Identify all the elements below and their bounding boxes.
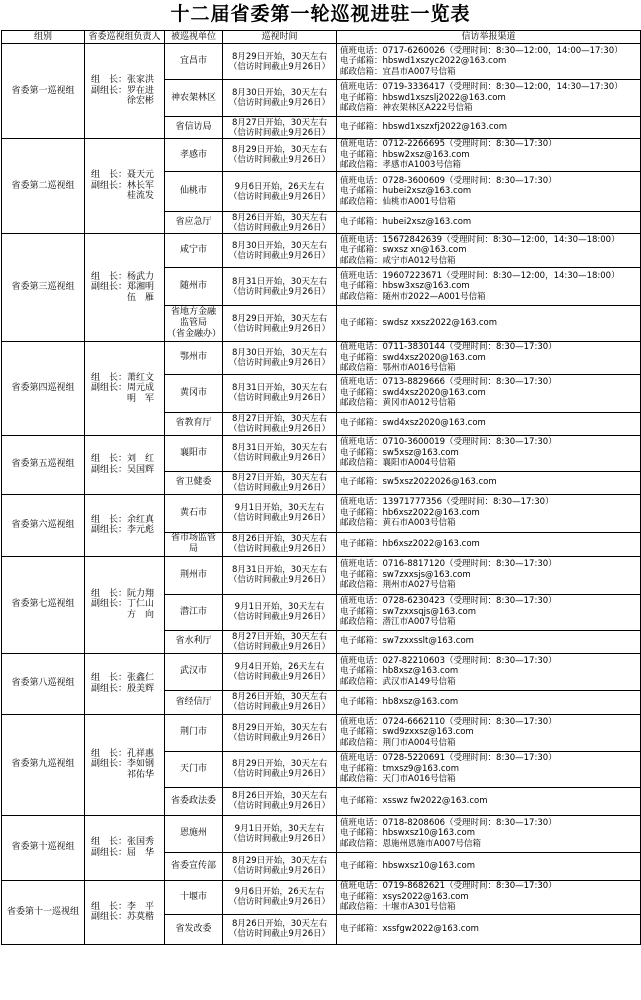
- contact-channels: 值班电话：0719-8682621（受理时间：8:30—17:30） 电子邮箱：xsys2022@163.com 邮政信箱：十堰市A301号信箱: [337, 880, 641, 914]
- inspected-unit: 黄石市: [165, 494, 223, 532]
- inspection-time: 8月30日开始，30天左右 （信访时间截止9月26日）: [223, 234, 337, 268]
- inspected-unit: 省委宣传部: [165, 852, 223, 880]
- inspection-time: 9月1日开始，30天左右 （信访时间截止9月26日）: [223, 494, 337, 532]
- inspection-time: 8月26日开始，30天左右 （信访时间截止9月26日）: [223, 787, 337, 815]
- group-leaders: 组 长：孔祥惠 副组长：李如钢 祁佑华: [85, 714, 165, 815]
- inspected-unit: 荆门市: [165, 714, 223, 751]
- contact-channels: 值班电话：0710-3600019（受理时间：8:30—17:30） 电子邮箱：sw5xsz@163.com 邮政信箱：襄阳市A004号信箱: [337, 435, 641, 471]
- inspection-time: 8月29日开始，30天左右 （信访时间截止9月26日）: [223, 306, 337, 342]
- inspection-time: 8月26日开始，30天左右 （信访时间截止9月26日）: [223, 690, 337, 714]
- contact-channels: 电子邮箱：xssfgw2022@163.com: [337, 914, 641, 944]
- table-row: [2, 494, 641, 532]
- contact-channels: 电子邮箱：hb6xsz2022@163.com: [337, 532, 641, 556]
- group-leaders: 组 长：李 平 副组长：苏莫楷: [85, 880, 165, 944]
- inspected-unit: 省委政法委: [165, 787, 223, 815]
- inspected-unit: 省水利厅: [165, 630, 223, 653]
- inspected-unit: 咸宁市: [165, 234, 223, 268]
- inspected-unit: 省教育厅: [165, 412, 223, 435]
- inspected-unit: 天门市: [165, 751, 223, 787]
- inspection-time: 8月26日开始，30天左右 （信访时间截止9月26日）: [223, 914, 337, 944]
- contact-channels: 值班电话：0711-3830144（受理时间：8:30—17:30） 电子邮箱：swd4xsz2020@163.com 邮政信箱：鄂州市A016号信箱: [337, 342, 641, 375]
- inspected-unit: 省经信厅: [165, 690, 223, 714]
- group-leaders: 组 长：张鑫仁 副组长：殷美辉: [85, 653, 165, 714]
- table-row: [2, 234, 641, 268]
- inspection-time: 9月6日开始，26天左右 （信访时间截止9月26日）: [223, 880, 337, 914]
- inspection-time: 8月27日开始，30天左右 （信访时间截止9月26日）: [223, 471, 337, 494]
- header-contact: 信访举报渠道: [337, 31, 641, 44]
- contact-channels: 电子邮箱：hubei2xsz@163.com: [337, 212, 641, 234]
- inspected-unit: 恩施州: [165, 815, 223, 852]
- header-unit: 被巡视单位: [165, 31, 223, 44]
- table-row: [2, 880, 641, 914]
- inspection-time: 9月1日开始，30天左右 （信访时间截止9月26日）: [223, 815, 337, 852]
- inspected-unit: 省应急厅: [165, 212, 223, 234]
- inspection-time: 8月30日开始，30天左右 （信访时间截止9月26日）: [223, 342, 337, 375]
- header-time: 巡视时间: [223, 31, 337, 44]
- inspected-unit: 十堰市: [165, 880, 223, 914]
- group-name: 省委第三巡视组: [2, 234, 85, 342]
- table-row: [2, 139, 641, 172]
- inspection-time: 8月27日开始，30天左右 （信访时间截止9月26日）: [223, 117, 337, 139]
- inspected-unit: 宜昌市: [165, 44, 223, 80]
- contact-channels: 电子邮箱：hb8xsz@163.com: [337, 690, 641, 714]
- contact-channels: 值班电话：15672842639（受理时间：8:30—12:00，14:30—18:00） 电子邮箱：swxsz xn@163.com 邮政信箱：咸宁市A012号信箱: [337, 234, 641, 268]
- contact-channels: 电子邮箱：sw5xsz2022026@163.com: [337, 471, 641, 494]
- contact-channels: 值班电话：0713-8829666（受理时间：8:30—17:30） 电子邮箱：swd4xsz2020@163.com 邮政信箱：黄冈市A012号信箱: [337, 374, 641, 412]
- table-row: [2, 653, 641, 690]
- header-group: 组别: [2, 31, 85, 44]
- inspection-time: 8月29日开始，30天左右 （信访时间截止9月26日）: [223, 852, 337, 880]
- inspection-time: 8月31日开始，30天左右 （信访时间截止9月26日）: [223, 435, 337, 471]
- contact-channels: 值班电话：19607223671（受理时间：8:30—12:00，14:30—18:00） 电子邮箱：hbsw3xsz@163.com 邮政信箱：随州市2022—A001号信箱: [337, 268, 641, 306]
- contact-channels: 值班电话：0716-8817120（受理时间：8:30—17:30） 电子邮箱：sw7zxxsjs@163.com 邮政信箱：荆州市A027号信箱: [337, 556, 641, 594]
- group-leaders: 组 长：余红真 副组长：李元彪: [85, 494, 165, 556]
- table-row: [2, 714, 641, 751]
- group-leaders: 组 长：杨武力 副组长：郑湘明 伍 雁: [85, 234, 165, 342]
- table-body: [2, 44, 641, 945]
- group-leaders: 组 长：张家洪 副组长：罗在进 徐宏彬: [85, 44, 165, 139]
- inspection-time: 9月6日开始，26天左右 （信访时间截止9月26日）: [223, 172, 337, 212]
- contact-channels: 值班电话：0724-6662110（受理时间：8:30—17:30） 电子邮箱：swd9zxxsz@163.com 邮政信箱：荆门市A004号信箱: [337, 714, 641, 751]
- contact-channels: 值班电话：13971777356（受理时间：8:30—17:30） 电子邮箱：hb6xsz2022@163.com 邮政信箱：黄石市A003号信箱: [337, 494, 641, 532]
- inspected-unit: 武汉市: [165, 653, 223, 690]
- inspection-time: 8月27日开始，30天左右 （信访时间截止9月26日）: [223, 412, 337, 435]
- contact-channels: 电子邮箱：hbswd1xszxfj2022@163.com: [337, 117, 641, 139]
- group-name: 省委第九巡视组: [2, 714, 85, 815]
- group-name: 省委第十一巡视组: [2, 880, 85, 944]
- table-row: [2, 342, 641, 375]
- inspected-unit: 省信访局: [165, 117, 223, 139]
- group-leaders: 组 长：刘 红 副组长：吴国辉: [85, 435, 165, 494]
- inspection-time: 8月30日开始，30天左右 （信访时间截止9月26日）: [223, 80, 337, 117]
- inspection-time: 9月1日开始，30天左右 （信访时间截止9月26日）: [223, 594, 337, 630]
- inspection-time: 8月26日开始，30天左右 （信访时间截止9月26日）: [223, 212, 337, 234]
- group-name: 省委第六巡视组: [2, 494, 85, 556]
- group-name: 省委第五巡视组: [2, 435, 85, 494]
- inspection-time: 8月29日开始，30天左右 （信访时间截止9月26日）: [223, 139, 337, 172]
- group-name: 省委第十巡视组: [2, 815, 85, 880]
- inspected-unit: 孝感市: [165, 139, 223, 172]
- contact-channels: 值班电话：0728-6230423（受理时间：8:30—17:30） 电子邮箱：sw7zxxsqjs@163.com 邮政信箱：潜江市A007号信箱: [337, 594, 641, 630]
- group-name: 省委第二巡视组: [2, 139, 85, 234]
- contact-channels: 值班电话：0728-3600609（受理时间：8:30—17:30） 电子邮箱：hubei2xsz@163.com 邮政信箱：仙桃市A001号信箱: [337, 172, 641, 212]
- contact-channels: 值班电话：0719-3336417（受理时间：8:30—12:00，14:30—17:30） 电子邮箱：hbswd1xszslj2022@163.com 邮政信箱：神农架林区A222号信箱: [337, 80, 641, 117]
- inspected-unit: 鄂州市: [165, 342, 223, 375]
- inspection-time: 8月31日开始，30天左右 （信访时间截止9月26日）: [223, 556, 337, 594]
- group-name: 省委第一巡视组: [2, 44, 85, 139]
- contact-channels: 电子邮箱：swdsz xxsz2022@163.com: [337, 306, 641, 342]
- table-row: [2, 44, 641, 80]
- inspected-unit: 随州市: [165, 268, 223, 306]
- group-leaders: 组 长：阮力翔 副组长：丁仁山 方 向: [85, 556, 165, 653]
- inspected-unit: 仙桃市: [165, 172, 223, 212]
- contact-channels: 电子邮箱：sw7zxxsslt@163.com: [337, 630, 641, 653]
- inspected-unit: 省市场监管局: [165, 532, 223, 556]
- contact-channels: 值班电话：0728-5220691（受理时间：8:30—17:30） 电子邮箱：tmxsz9@163.com 邮政信箱：天门市A016号信箱: [337, 751, 641, 787]
- inspection-time: 9月4日开始，26天左右 （信访时间截止9月26日）: [223, 653, 337, 690]
- contact-channels: 值班电话：0717-6260026（受理时间：8:30—12:00，14:00—17:30） 电子邮箱：hbswd1xszyc2022@163.com 邮政信箱：宜昌市A007号信箱: [337, 44, 641, 80]
- table-row: [2, 435, 641, 471]
- inspection-time: 8月26日开始，30天左右 （信访时间截止9月26日）: [223, 532, 337, 556]
- inspection-time: 8月29日开始，30天左右 （信访时间截止9月26日）: [223, 44, 337, 80]
- table-header-row: [2, 31, 641, 44]
- inspected-unit: 黄冈市: [165, 374, 223, 412]
- table-row: [2, 815, 641, 852]
- inspected-unit: 荆州市: [165, 556, 223, 594]
- inspection-time: 8月31日开始，30天左右 （信访时间截止9月26日）: [223, 268, 337, 306]
- group-leaders: 组 长：聂天元 副组长：林长军 桂流发: [85, 139, 165, 234]
- contact-channels: 电子邮箱：xsswz fw2022@163.com: [337, 787, 641, 815]
- inspection-time: 8月29日开始，30天左右 （信访时间截止9月26日）: [223, 714, 337, 751]
- header-leaders: 省委巡视组负责人: [85, 31, 165, 44]
- group-name: 省委第四巡视组: [2, 342, 85, 436]
- inspected-unit: 省地方金融监管局 （省金融办）: [165, 306, 223, 342]
- inspection-time: 8月31日开始，30天左右 （信访时间截止9月26日）: [223, 374, 337, 412]
- table-row: [2, 556, 641, 594]
- inspected-unit: 神农架林区: [165, 80, 223, 117]
- group-leaders: 组 长：张国秀 副组长：屈 华: [85, 815, 165, 880]
- contact-channels: 值班电话：0718-8208606（受理时间：8:30—17:30） 电子邮箱：hbswxsz10@163.com 邮政信箱：恩施州恩施市A007号信箱: [337, 815, 641, 852]
- group-leaders: 组 长：萧红文 副组长：周元成 明 军: [85, 342, 165, 436]
- inspection-time: 8月29日开始，30天左右 （信访时间截止9月26日）: [223, 751, 337, 787]
- inspection-time: 8月27日开始，30天左右 （信访时间截止9月26日）: [223, 630, 337, 653]
- contact-channels: 电子邮箱：hbswxsz10@163.com: [337, 852, 641, 880]
- group-name: 省委第八巡视组: [2, 653, 85, 714]
- inspected-unit: 潜江市: [165, 594, 223, 630]
- group-name: 省委第七巡视组: [2, 556, 85, 653]
- inspected-unit: 襄阳市: [165, 435, 223, 471]
- inspection-table: [1, 30, 641, 945]
- contact-channels: 电子邮箱：swd4xsz2020@163.com: [337, 412, 641, 435]
- contact-channels: 值班电话：0712-2266695（受理时间：8:30—17:30） 电子邮箱：hbsw2xsz@163.com 邮政信箱：孝感市A1003号信箱: [337, 139, 641, 172]
- inspected-unit: 省发改委: [165, 914, 223, 944]
- inspected-unit: 省卫健委: [165, 471, 223, 494]
- page-title: 十二届省委第一轮巡视进驻一览表: [170, 3, 471, 25]
- contact-channels: 值班电话：027-82210603（受理时间：8:30—17:30） 电子邮箱：hb8xsz@163.com 邮政信箱：武汉市A149号信箱: [337, 653, 641, 690]
